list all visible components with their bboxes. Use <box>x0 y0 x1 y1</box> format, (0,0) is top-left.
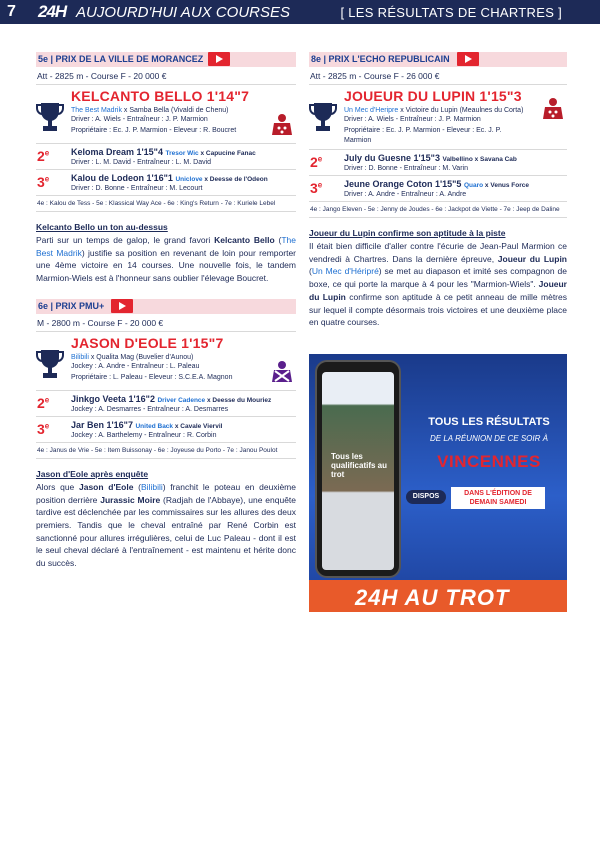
ad-venue: VINCENNES <box>437 452 541 471</box>
ad-dispo-badge: DISPOS <box>406 490 446 504</box>
horse-details: Driver : A. Andre - Entraîneur : A. Andre <box>344 191 467 198</box>
ad-subheadline: DE LA RÉUNION DE CE SOIR À <box>430 434 548 443</box>
race-title: 5e | PRIX DE LA VILLE DE MORANCEZ <box>38 54 204 64</box>
rank: 3e <box>310 180 323 196</box>
winner-pedigree <box>71 354 193 361</box>
dam-text: x Samba Bella (Vivaldi de Chenu) <box>121 107 229 114</box>
race-header <box>309 52 567 67</box>
phone-screen-title: Tous les qualificatifs au trot <box>331 452 388 479</box>
horse-name: July du Guesne 1'15"3 Valbellino x Savana Cab <box>344 153 517 163</box>
horse-name: Keloma Dream 1'15"4 Tresor Wic x Capucine Fanac <box>71 147 256 157</box>
third-place <box>309 176 567 202</box>
horse-name: Jar Ben 1'16"7 United Back x Cavale Viervil <box>71 419 223 430</box>
sire-link[interactable]: The Best Madrik <box>36 235 296 258</box>
sire-link[interactable]: Bilibili <box>141 481 163 492</box>
article-body: Il était bien difficile d'aller contre l'écurie de Jean-Paul Marmion ce vendredi à Chartres. Dans la dernière épreuve, Joueur du Lupin (Un Mec d'Héripré) se met au diapason et imité ses compagnon de boxe, ce qui porte la marque à 4 pour les "Marmion-Wiels". Joueur du Lupin confirme son aptitude à ce petit anneau de mille mètres sur lequel il compte désormais trois victoires et une deuxième place en quatre courses. <box>309 241 567 328</box>
winner-block <box>309 85 567 150</box>
ad-brand-bar <box>309 580 567 612</box>
section-title: [ LES RÉSULTATS DE CHARTRES ] <box>340 5 562 20</box>
winner-driver: Driver : A. Wiels - Entraîneur : J. P. Marmion <box>344 116 481 123</box>
dam-text: x Qualita Mag (Buvelier d'Aunou) <box>88 353 194 361</box>
page-header <box>0 0 600 24</box>
winner-block <box>36 332 296 391</box>
sire-link[interactable]: The Best Madrik <box>71 107 122 114</box>
article-body: Alors que Jason d'Eole (Bilibili) franchit le poteau en deuxième position derrière Jurassic Moire (Radjah de l'Abbaye), une enquête tardive est déclenchée par les commissaires sur les allures des deux premiers. Tandis que le cheval entraîné par René Corbin est sanctionné pour allures irrégulières, celui de Luc Paleau - dont il est le seul cheval déclaré à l'entraînement - est maintenu et hérite donc du succès. <box>36 481 297 569</box>
sire-link[interactable]: Un Mec d'Héripré <box>311 266 379 277</box>
trophy-icon <box>309 101 337 133</box>
advert-banner[interactable] <box>309 354 567 612</box>
page-number: 7 <box>7 3 16 20</box>
sire-link[interactable]: Un Mec d'Heripre <box>344 107 399 114</box>
horse-details: Driver : D. Bonne - Entraîneur : M. Lecourt <box>71 185 203 192</box>
sire-link[interactable]: Driver Cadence <box>157 396 206 404</box>
rank: 2e <box>310 154 323 170</box>
rank: 2e <box>37 394 50 411</box>
trophy-icon <box>36 348 64 380</box>
sire-link[interactable]: United Back <box>135 422 174 430</box>
winner-pedigree <box>71 107 228 114</box>
article-title: Joueur du Lupin confirme son aptitude à la piste <box>309 228 506 238</box>
sire-link[interactable]: Bilibili <box>71 353 89 361</box>
race-info: Att - 2825 m - Course F - 26 000 € <box>309 67 567 85</box>
ad-edition-box: DANS L'ÉDITION DE DEMAIN SAMEDI <box>451 487 545 509</box>
winner-owner: Propriétaire : L. Paleau - Eleveur : S.C.E.A. Magnon <box>71 373 233 381</box>
other-placings: 4e : Kalou de Tess - 5e : Klassical Way Ace - 6e : King's Return - 7e : Kuriele Lebel <box>36 196 296 212</box>
winner-driver: Driver : A. Wiels - Entraîneur : J. P. Marmion <box>71 116 208 123</box>
winner-jockey: Jockey : A. Andre - Entraîneur : L. Paleau <box>71 362 200 370</box>
race-info: M - 2800 m - Course F - 20 000 € <box>36 314 296 332</box>
second-place <box>36 144 296 170</box>
ad-headline: TOUS LES RÉSULTATS <box>428 416 550 428</box>
race-title: 6e | PRIX PMU+ <box>38 300 105 311</box>
winner-owner: Propriétaire : Ec. J. P. Marmion - Eleveur : R. Boucret <box>71 127 237 134</box>
phone-mockup <box>315 360 401 578</box>
winner-block <box>36 85 296 144</box>
race-header <box>36 299 296 314</box>
winner-pedigree <box>344 107 523 114</box>
play-video-icon[interactable] <box>208 52 230 66</box>
horse-details: Driver : D. Bonne - Entraîneur : M. Varin <box>344 165 468 172</box>
article-title: Jason d'Eole après enquête <box>36 468 149 479</box>
third-place <box>36 417 296 443</box>
logo: 24H <box>38 2 67 21</box>
sire-link[interactable]: Quaro <box>463 182 484 189</box>
horse-name: Jinkgo Veeta 1'16"2 Driver Cadence x Deesse du Mouriez <box>71 393 272 404</box>
rank: 2e <box>37 148 50 164</box>
article-title: Kelcanto Bello un ton au-dessus <box>36 222 168 232</box>
winner-owner: Propriétaire : Ec. J. P. Marmion - Eleveur : Ec. J. P. Marmion <box>344 127 502 144</box>
dam-text: x Victoire du Lupin (Meaulnes du Corta) <box>398 107 524 114</box>
other-placings: 4e : Jango Eleven - 5e : Jenny de Joudes - 6e : Jackpot de Viette - 7e : Jeep de Daline <box>309 202 567 218</box>
rank: 3e <box>37 420 50 437</box>
horse-name: Jeune Orange Coton 1'15"5 Quaro x Venus Force <box>344 179 530 189</box>
third-place <box>36 170 296 196</box>
left-column <box>36 52 296 570</box>
other-placings: 4e : Janus de Vrie - 5e : Item Buissonay - 6e : Joyeuse du Porto - 7e : Janou Poulot <box>36 443 296 459</box>
rubric-title: AUJOURD'HUI AUX COURSES <box>76 4 290 21</box>
horse-details: Driver : L. M. David - Entraîneur : L. M. David <box>71 159 212 166</box>
winner-name: JASON D'EOLE 1'15"7 <box>71 334 224 351</box>
second-place <box>36 391 296 417</box>
sire-link[interactable]: Uniclove <box>175 176 203 183</box>
right-column <box>309 52 567 329</box>
sire-link[interactable]: Tresor Wic <box>165 150 199 157</box>
article-body: Parti sur un temps de galop, le grand favori Kelcanto Bello (The Best Madrik) justifie sa position en revenant de loin pour remporter une 4ème victoire en 14 courses. Une nouvelle fois, le tandem Marmion-Wiels est à l'honneur sans oublier l'élevage Boucret. <box>36 235 297 284</box>
race-info: Att - 2825 m - Course F - 20 000 € <box>36 67 296 85</box>
race-header <box>36 52 296 67</box>
jockey-silks-icon <box>270 360 294 384</box>
trophy-icon <box>36 101 64 133</box>
second-place <box>309 150 567 176</box>
race-title: 8e | PRIX L'ECHO REPUBLICAIN <box>311 54 450 64</box>
winner-name: KELCANTO BELLO 1'14"7 <box>71 88 250 104</box>
jockey-silks-icon <box>270 113 294 137</box>
horse-name: Kalou de Lodeon 1'16"1 Uniclove x Deesse de l'Odeon <box>71 173 268 183</box>
play-video-icon[interactable] <box>111 299 133 313</box>
play-video-icon[interactable] <box>457 52 479 66</box>
horse-details: Jockey : A. Desmarres - Entraîneur : A. Desmarres <box>71 405 229 413</box>
ad-brand-logo: 24H AU TROT <box>355 585 510 610</box>
jockey-silks-icon <box>541 97 565 121</box>
winner-name: JOUEUR DU LUPIN 1'15"3 <box>344 88 522 104</box>
rank: 3e <box>37 174 50 190</box>
horse-details: Jockey : A. Barthelemy - Entraîneur : R. Corbin <box>71 431 217 439</box>
